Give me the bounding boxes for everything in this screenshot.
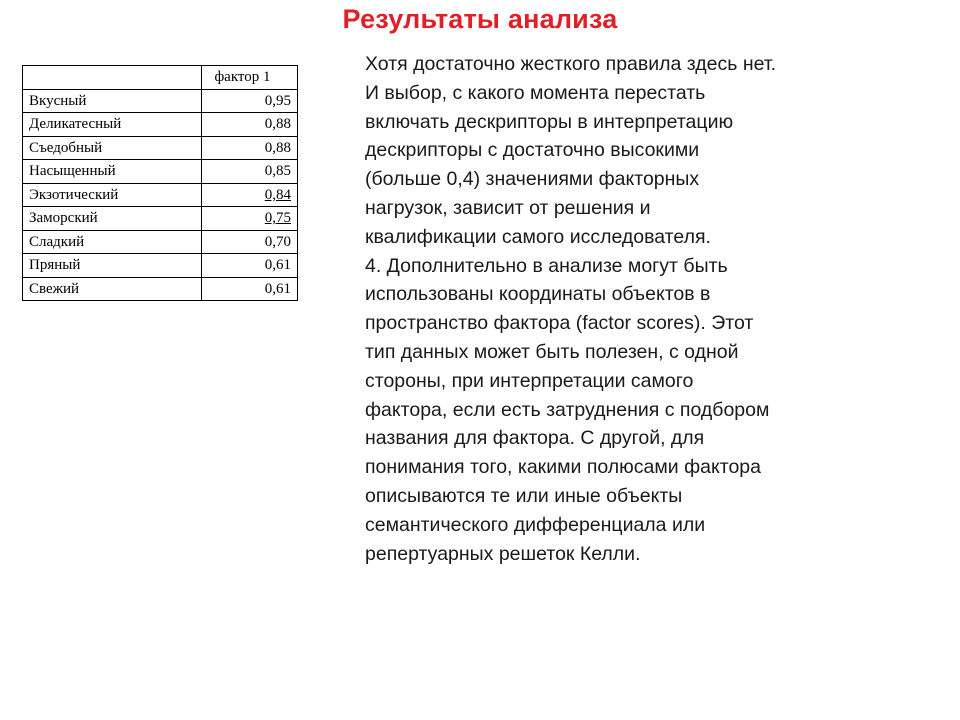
descriptor-label: Свежий	[23, 277, 202, 301]
loading-value	[202, 89, 298, 113]
loading-value	[202, 160, 298, 184]
table-row	[23, 207, 298, 231]
descriptor-label: Съедобный	[23, 136, 202, 160]
descriptor-label: Сладкий	[23, 230, 202, 254]
loading-value-text: 0,88	[264, 139, 291, 156]
table-row	[23, 160, 298, 184]
table-body	[23, 89, 298, 301]
descriptor-label: Заморский	[23, 207, 202, 231]
descriptor-label: Деликатесный	[23, 113, 202, 137]
loading-value	[202, 183, 298, 207]
body-paragraph: Хотя достаточно жесткого правила здесь нет. И выбор, с какого момента перестать включать дескрипторы в интерпретацию дескрипторы с достаточно высокими (больше 0,4) значениями факторных нагрузок, зависит от решения и квалификации самого исследователя. 4. Дополнительно в анализе могут быть использованы координаты объектов в пространство фактора (factor scores). Этот тип данных может быть полезен, с одной стороны, при интерпретации самого фактора, если есть затруднения с подбором названия для фактора. С другой, для понимания того, какими полюсами фактора описываются те или иные объекты семантического дифференциала или репертуарных решеток Келли.	[365, 53, 777, 565]
table-row	[23, 89, 298, 113]
table-header-factor: фактор 1	[202, 66, 298, 90]
loading-value-text: 0,85	[264, 163, 291, 180]
loading-value-text: 0,84	[264, 186, 291, 203]
loading-value-text: 0,75	[264, 210, 291, 227]
factor-loadings-table	[22, 65, 298, 301]
loading-value-text: 0,61	[264, 257, 291, 274]
table-row	[23, 230, 298, 254]
table-row	[23, 277, 298, 301]
body-text-block	[365, 50, 845, 568]
loading-value	[202, 113, 298, 137]
loading-value-text: 0,61	[264, 280, 291, 297]
loading-value	[202, 136, 298, 160]
table-row	[23, 183, 298, 207]
descriptor-label: Вкусный	[23, 89, 202, 113]
descriptor-label: Насыщенный	[23, 160, 202, 184]
loading-value	[202, 230, 298, 254]
table-row	[23, 136, 298, 160]
slide-title: Результаты анализа	[342, 4, 618, 34]
table-header-empty	[23, 66, 202, 90]
table-row	[23, 254, 298, 278]
loading-value-text: 0,88	[264, 116, 291, 133]
loading-value	[202, 207, 298, 231]
table-row	[23, 113, 298, 137]
table-header-row	[23, 66, 298, 90]
loading-value	[202, 254, 298, 278]
loading-value-text: 0,95	[264, 92, 291, 109]
loading-value-text: 0,70	[264, 233, 291, 250]
descriptor-label: Экзотический	[23, 183, 202, 207]
loading-value	[202, 277, 298, 301]
descriptor-label: Пряный	[23, 254, 202, 278]
